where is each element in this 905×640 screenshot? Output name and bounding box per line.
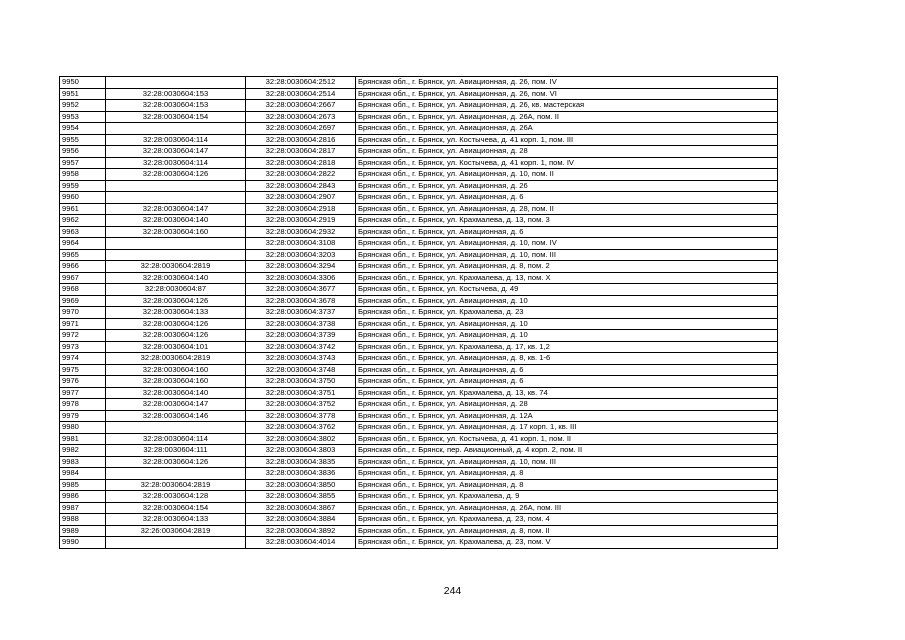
cadastral-number-cell: 32:28:0030604:3751 [246, 387, 356, 399]
address-cell: Брянская обл., г. Брянск, ул. Крахмалева, д. 23, пом. V [356, 537, 778, 549]
row-number-cell: 9979 [60, 410, 106, 422]
table-row [60, 479, 778, 491]
table-row [60, 514, 778, 526]
table-row [60, 307, 778, 319]
table-row [60, 295, 778, 307]
row-number-cell: 9990 [60, 537, 106, 549]
address-cell: Брянская обл., г. Брянск, ул. Крахмалева, д. 13, пом. 3 [356, 215, 778, 227]
address-cell: Брянская обл., г. Брянск, ул. Авиационная, д. 8, пом. II [356, 525, 778, 537]
parent-cadastral-cell: 32:28:0030604:126 [106, 318, 246, 330]
address-cell: Брянская обл., г. Брянск, ул. Крахмалева, д. 13, пом. X [356, 272, 778, 284]
row-number-cell: 9959 [60, 180, 106, 192]
parent-cadastral-cell [106, 537, 246, 549]
table-row [60, 180, 778, 192]
row-number-cell: 9987 [60, 502, 106, 514]
row-number-cell: 9952 [60, 100, 106, 112]
parent-cadastral-cell: 32:28:0030604:153 [106, 88, 246, 100]
address-cell: Брянская обл., г. Брянск, ул. Авиационная, д. 10, пом. IV [356, 238, 778, 250]
table-row [60, 525, 778, 537]
table-row [60, 376, 778, 388]
cadastral-number-cell: 32:28:0030604:3855 [246, 491, 356, 503]
row-number-cell: 9969 [60, 295, 106, 307]
row-number-cell: 9973 [60, 341, 106, 353]
parent-cadastral-cell [106, 468, 246, 480]
table-row [60, 238, 778, 250]
cadastral-number-cell: 32:28:0030604:2512 [246, 77, 356, 89]
address-cell: Брянская обл., г. Брянск, ул. Авиационная, д. 26, кв. мастерская [356, 100, 778, 112]
parent-cadastral-cell: 32:28:0030604:126 [106, 169, 246, 181]
parent-cadastral-cell: 32:28:0030604:160 [106, 376, 246, 388]
row-number-cell: 9968 [60, 284, 106, 296]
row-number-cell: 9965 [60, 249, 106, 261]
row-number-cell: 9982 [60, 445, 106, 457]
cadastral-number-cell: 32:28:0030604:3778 [246, 410, 356, 422]
table-row [60, 399, 778, 411]
cadastral-number-cell: 32:28:0030604:2697 [246, 123, 356, 135]
row-number-cell: 9963 [60, 226, 106, 238]
cadastral-number-cell: 32:28:0030604:2919 [246, 215, 356, 227]
table-row [60, 433, 778, 445]
row-number-cell: 9953 [60, 111, 106, 123]
row-number-cell: 9950 [60, 77, 106, 89]
address-cell: Брянская обл., г. Брянск, ул. Авиационная, д. 26, пом. IV [356, 77, 778, 89]
address-cell: Брянская обл., г. Брянск, ул. Авиационная, д. 10, пом. III [356, 456, 778, 468]
row-number-cell: 9964 [60, 238, 106, 250]
cadastral-number-cell: 32:28:0030604:3884 [246, 514, 356, 526]
table-row [60, 272, 778, 284]
table-row [60, 192, 778, 204]
address-cell: Брянская обл., г. Брянск, ул. Авиационная, д. 10, пом. II [356, 169, 778, 181]
parent-cadastral-cell: 32:28:0030604:87 [106, 284, 246, 296]
parent-cadastral-cell: 32:28:0030604:111 [106, 445, 246, 457]
table-row [60, 537, 778, 549]
cadastral-number-cell: 32:28:0030604:3835 [246, 456, 356, 468]
row-number-cell: 9958 [60, 169, 106, 181]
address-cell: Брянская обл., г. Брянск, пер. Авиационный, д. 4 корп. 2, пом. II [356, 445, 778, 457]
parent-cadastral-cell: 32:28:0030604:153 [106, 100, 246, 112]
parent-cadastral-cell [106, 180, 246, 192]
cadastral-table [59, 76, 778, 549]
cadastral-number-cell: 32:28:0030604:3836 [246, 468, 356, 480]
parent-cadastral-cell: 32:28:0030604:154 [106, 111, 246, 123]
parent-cadastral-cell: 32:28:0030604:140 [106, 387, 246, 399]
row-number-cell: 9975 [60, 364, 106, 376]
address-cell: Брянская обл., г. Брянск, ул. Авиационная, д. 6 [356, 364, 778, 376]
cadastral-number-cell: 32:28:0030604:3752 [246, 399, 356, 411]
parent-cadastral-cell: 32:28:0030604:114 [106, 134, 246, 146]
table-row [60, 146, 778, 158]
address-cell: Брянская обл., г. Брянск, ул. Авиационная, д. 28, пом. II [356, 203, 778, 215]
row-number-cell: 9971 [60, 318, 106, 330]
address-cell: Брянская обл., г. Брянск, ул. Крахмалева, д. 17, кв. 1,2 [356, 341, 778, 353]
parent-cadastral-cell [106, 238, 246, 250]
cadastral-number-cell: 32:28:0030604:2514 [246, 88, 356, 100]
table-row [60, 502, 778, 514]
table-row [60, 410, 778, 422]
address-cell: Брянская обл., г. Брянск, ул. Авиационная, д. 26А [356, 123, 778, 135]
address-cell: Брянская обл., г. Брянск, ул. Авиационная, д. 26А, пом. II [356, 111, 778, 123]
address-cell: Брянская обл., г. Брянск, ул. Крахмалева, д. 13, кв. 74 [356, 387, 778, 399]
table-row [60, 353, 778, 365]
row-number-cell: 9962 [60, 215, 106, 227]
row-number-cell: 9976 [60, 376, 106, 388]
parent-cadastral-cell: 32:28:0030604:101 [106, 341, 246, 353]
address-cell: Брянская обл., г. Брянск, ул. Костычева, д. 41 корп. 1, пом. II [356, 433, 778, 445]
address-cell: Брянская обл., г. Брянск, ул. Авиационная, д. 6 [356, 226, 778, 238]
page-number: 244 [443, 585, 462, 597]
parent-cadastral-cell [106, 249, 246, 261]
table-row [60, 284, 778, 296]
address-cell: Брянская обл., г. Брянск, ул. Авиационная, д. 26А, пом. III [356, 502, 778, 514]
cadastral-number-cell: 32:28:0030604:3108 [246, 238, 356, 250]
parent-cadastral-cell: 32:28:0030604:140 [106, 215, 246, 227]
table-row [60, 491, 778, 503]
row-number-cell: 9956 [60, 146, 106, 158]
cadastral-number-cell: 32:28:0030604:2907 [246, 192, 356, 204]
cadastral-number-cell: 32:28:0030604:2843 [246, 180, 356, 192]
parent-cadastral-cell: 32:28:0030604:126 [106, 295, 246, 307]
cadastral-number-cell: 32:28:0030604:3306 [246, 272, 356, 284]
address-cell: Брянская обл., г. Брянск, ул. Костычева, д. 49 [356, 284, 778, 296]
table-row [60, 364, 778, 376]
table-row [60, 215, 778, 227]
address-cell: Брянская обл., г. Брянск, ул. Авиационная, д. 8, кв. 1-6 [356, 353, 778, 365]
row-number-cell: 9951 [60, 88, 106, 100]
address-cell: Брянская обл., г. Брянск, ул. Крахмалева, д. 9 [356, 491, 778, 503]
table-row [60, 157, 778, 169]
cadastral-number-cell: 32:28:0030604:3203 [246, 249, 356, 261]
parent-cadastral-cell: 32:28:0030604:2819 [106, 479, 246, 491]
address-cell: Брянская обл., г. Брянск, ул. Авиационная, д. 8, пом. 2 [356, 261, 778, 273]
cadastral-number-cell: 32:28:0030604:2818 [246, 157, 356, 169]
cadastral-number-cell: 32:28:0030604:3738 [246, 318, 356, 330]
cadastral-number-cell: 32:28:0030604:2918 [246, 203, 356, 215]
parent-cadastral-cell: 32:28:0030604:114 [106, 157, 246, 169]
parent-cadastral-cell: 32:28:0030604:160 [106, 226, 246, 238]
parent-cadastral-cell: 32:28:0030604:140 [106, 272, 246, 284]
cadastral-number-cell: 32:28:0030604:3867 [246, 502, 356, 514]
address-cell: Брянская обл., г. Брянск, ул. Крахмалева, д. 23 [356, 307, 778, 319]
parent-cadastral-cell: 32:28:0030604:147 [106, 203, 246, 215]
parent-cadastral-cell: 32:28:0030604:133 [106, 307, 246, 319]
address-cell: Брянская обл., г. Брянск, ул. Авиационная, д. 10, пом. III [356, 249, 778, 261]
address-cell: Брянская обл., г. Брянск, ул. Авиационная, д. 28 [356, 146, 778, 158]
parent-cadastral-cell: 32:28:0030604:114 [106, 433, 246, 445]
parent-cadastral-cell: 32:28:0030604:126 [106, 456, 246, 468]
table-row [60, 341, 778, 353]
address-cell: Брянская обл., г. Брянск, ул. Авиационная, д. 26, пом. VI [356, 88, 778, 100]
table-row [60, 226, 778, 238]
row-number-cell: 9980 [60, 422, 106, 434]
parent-cadastral-cell [106, 192, 246, 204]
cadastral-number-cell: 32:28:0030604:2817 [246, 146, 356, 158]
cadastral-number-cell: 32:28:0030604:2822 [246, 169, 356, 181]
table-row [60, 203, 778, 215]
row-number-cell: 9966 [60, 261, 106, 273]
row-number-cell: 9970 [60, 307, 106, 319]
cadastral-number-cell: 32:28:0030604:3737 [246, 307, 356, 319]
table-row [60, 77, 778, 89]
parent-cadastral-cell: 32:28:0030604:128 [106, 491, 246, 503]
table-row [60, 88, 778, 100]
cadastral-number-cell: 32:28:0030604:2932 [246, 226, 356, 238]
cadastral-number-cell: 32:28:0030604:2673 [246, 111, 356, 123]
cadastral-table-body [60, 77, 778, 549]
table-row [60, 318, 778, 330]
cadastral-number-cell: 32:28:0030604:3678 [246, 295, 356, 307]
table-row [60, 456, 778, 468]
cadastral-number-cell: 32:28:0030604:3294 [246, 261, 356, 273]
table-row [60, 387, 778, 399]
parent-cadastral-cell: 32:28:0030604:147 [106, 146, 246, 158]
row-number-cell: 9960 [60, 192, 106, 204]
row-number-cell: 9978 [60, 399, 106, 411]
address-cell: Брянская обл., г. Брянск, ул. Авиационная, д. 12А [356, 410, 778, 422]
cadastral-number-cell: 32:28:0030604:3802 [246, 433, 356, 445]
cadastral-number-cell: 32:28:0030604:3892 [246, 525, 356, 537]
address-cell: Брянская обл., г. Брянск, ул. Костычева, д. 41 корп. 1, пом. III [356, 134, 778, 146]
parent-cadastral-cell: 32:28:0030604:147 [106, 399, 246, 411]
parent-cadastral-cell: 32:28:0030604:146 [106, 410, 246, 422]
address-cell: Брянская обл., г. Брянск, ул. Авиационная, д. 28 [356, 399, 778, 411]
cadastral-number-cell: 32:28:0030604:3750 [246, 376, 356, 388]
cadastral-number-cell: 32:28:0030604:2667 [246, 100, 356, 112]
cadastral-number-cell: 32:28:0030604:3739 [246, 330, 356, 342]
address-cell: Брянская обл., г. Брянск, ул. Авиационная, д. 17 корп. 1, кв. III [356, 422, 778, 434]
parent-cadastral-cell: 32:28:0030604:133 [106, 514, 246, 526]
row-number-cell: 9974 [60, 353, 106, 365]
table-row [60, 123, 778, 135]
table-row [60, 169, 778, 181]
address-cell: Брянская обл., г. Брянск, ул. Авиационная, д. 10 [356, 318, 778, 330]
row-number-cell: 9955 [60, 134, 106, 146]
cadastral-number-cell: 32:28:0030604:3748 [246, 364, 356, 376]
table-row [60, 445, 778, 457]
parent-cadastral-cell: 32:28:0030604:2819 [106, 261, 246, 273]
address-cell: Брянская обл., г. Брянск, ул. Авиационная, д. 8 [356, 479, 778, 491]
table-row [60, 134, 778, 146]
parent-cadastral-cell: 32:28:0030604:154 [106, 502, 246, 514]
parent-cadastral-cell [106, 77, 246, 89]
row-number-cell: 9988 [60, 514, 106, 526]
address-cell: Брянская обл., г. Брянск, ул. Костычева, д. 41 корп. 1, пом. IV [356, 157, 778, 169]
cadastral-number-cell: 32:28:0030604:4014 [246, 537, 356, 549]
address-cell: Брянская обл., г. Брянск, ул. Авиационная, д. 26 [356, 180, 778, 192]
row-number-cell: 9985 [60, 479, 106, 491]
cadastral-number-cell: 32:28:0030604:3677 [246, 284, 356, 296]
address-cell: Брянская обл., г. Брянск, ул. Авиационная, д. 8 [356, 468, 778, 480]
parent-cadastral-cell: 32:28:0030604:126 [106, 330, 246, 342]
parent-cadastral-cell: 32:26:0030604:2819 [106, 525, 246, 537]
table-row [60, 249, 778, 261]
table-row [60, 468, 778, 480]
parent-cadastral-cell: 32:28:0030604:160 [106, 364, 246, 376]
row-number-cell: 9977 [60, 387, 106, 399]
row-number-cell: 9972 [60, 330, 106, 342]
address-cell: Брянская обл., г. Брянск, ул. Крахмалева, д. 23, пом. 4 [356, 514, 778, 526]
address-cell: Брянская обл., г. Брянск, ул. Авиационная, д. 6 [356, 376, 778, 388]
table-row [60, 261, 778, 273]
cadastral-number-cell: 32:28:0030604:3850 [246, 479, 356, 491]
parent-cadastral-cell: 32:28:0030604:2819 [106, 353, 246, 365]
address-cell: Брянская обл., г. Брянск, ул. Авиационная, д. 10 [356, 330, 778, 342]
cadastral-number-cell: 32:28:0030604:3762 [246, 422, 356, 434]
table-row [60, 330, 778, 342]
parent-cadastral-cell [106, 422, 246, 434]
address-cell: Брянская обл., г. Брянск, ул. Авиационная, д. 10 [356, 295, 778, 307]
row-number-cell: 9986 [60, 491, 106, 503]
row-number-cell: 9961 [60, 203, 106, 215]
row-number-cell: 9984 [60, 468, 106, 480]
table-row [60, 100, 778, 112]
parent-cadastral-cell [106, 123, 246, 135]
row-number-cell: 9957 [60, 157, 106, 169]
address-cell: Брянская обл., г. Брянск, ул. Авиационная, д. 6 [356, 192, 778, 204]
cadastral-number-cell: 32:28:0030604:3742 [246, 341, 356, 353]
row-number-cell: 9967 [60, 272, 106, 284]
table-row [60, 422, 778, 434]
cadastral-number-cell: 32:28:0030604:2816 [246, 134, 356, 146]
row-number-cell: 9983 [60, 456, 106, 468]
row-number-cell: 9954 [60, 123, 106, 135]
row-number-cell: 9981 [60, 433, 106, 445]
row-number-cell: 9989 [60, 525, 106, 537]
table-row [60, 111, 778, 123]
cadastral-number-cell: 32:28:0030604:3743 [246, 353, 356, 365]
cadastral-number-cell: 32:28:0030604:3803 [246, 445, 356, 457]
